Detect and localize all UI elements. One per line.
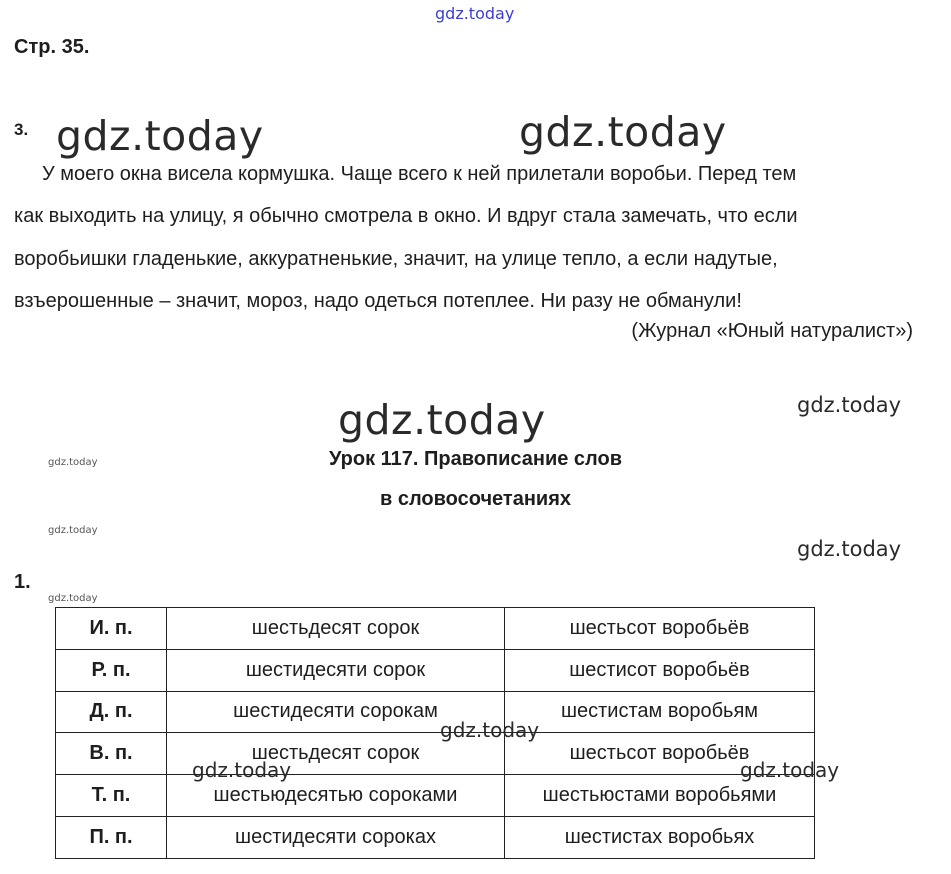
- table-cell: шестистам воробьям: [505, 691, 815, 733]
- watermark: gdz.today: [56, 112, 264, 160]
- watermark: gdz.today: [740, 758, 840, 782]
- watermark: gdz.today: [48, 457, 98, 468]
- watermark: gdz.today: [440, 718, 540, 742]
- table-cell: шестистах воробьях: [505, 816, 815, 858]
- watermark: gdz.today: [192, 758, 292, 782]
- page-number: Стр. 35.: [14, 36, 90, 58]
- watermark: gdz.today: [519, 108, 727, 156]
- watermark: gdz.today: [797, 393, 902, 417]
- case-cell: И. п.: [56, 608, 167, 650]
- table-row: [56, 608, 815, 650]
- watermark: gdz.today: [797, 537, 902, 561]
- table-cell: шестидесяти сорокам: [167, 691, 505, 733]
- text-line: взъерошенные – значит, мороз, надо одеться потеплее. Ни разу не обманули!: [14, 289, 742, 312]
- exercise-number: 3.: [14, 120, 29, 139]
- table-row: [56, 649, 815, 691]
- watermark: gdz.today: [435, 4, 515, 23]
- text-line: как выходить на улицу, я обычно смотрела в окно. И вдруг стала замечать, что если: [14, 205, 798, 228]
- table-row: [56, 691, 815, 733]
- table-cell: шестьюстами воробьями: [505, 775, 815, 817]
- watermark: gdz.today: [48, 593, 98, 604]
- watermark: gdz.today: [48, 525, 98, 536]
- lesson-subtitle: в словосочетаниях: [379, 488, 571, 510]
- case-cell: В. п.: [56, 733, 167, 775]
- exercise-text: [14, 153, 949, 322]
- table-cell: шестьсот воробьёв: [505, 608, 815, 650]
- table-cell: шестисот воробьёв: [505, 649, 815, 691]
- table-cell: шестьдесят сорок: [167, 608, 505, 650]
- case-cell: П. п.: [56, 816, 167, 858]
- watermark: gdz.today: [338, 396, 546, 444]
- table-cell: шестьсот воробьёв: [505, 733, 815, 775]
- exercise-number: 1.: [14, 571, 31, 593]
- table-cell: шестьдесят сорок: [167, 733, 505, 775]
- text-line: У моего окна висела кормушка. Чаще всего к ней прилетали воробьи. Перед тем: [42, 163, 797, 185]
- text-line: воробьишки гладенькие, аккуратненькие, значит, на улице тепло, а если надутые,: [14, 247, 778, 270]
- text-source: (Журнал «Юный натуралист»): [631, 320, 913, 342]
- declension-table: [55, 607, 815, 859]
- table-cell: шестьюдесятью сороками: [167, 775, 505, 817]
- table-cell: шестидесяти сорок: [167, 649, 505, 691]
- table-row: [56, 733, 815, 775]
- table-cell: шестидесяти сороках: [167, 816, 505, 858]
- table-row: [56, 816, 815, 858]
- case-cell: Д. п.: [56, 691, 167, 733]
- case-cell: Р. п.: [56, 649, 167, 691]
- table-row: [56, 775, 815, 817]
- lesson-title: Урок 117. Правописание слов: [328, 448, 623, 470]
- case-cell: Т. п.: [56, 775, 167, 817]
